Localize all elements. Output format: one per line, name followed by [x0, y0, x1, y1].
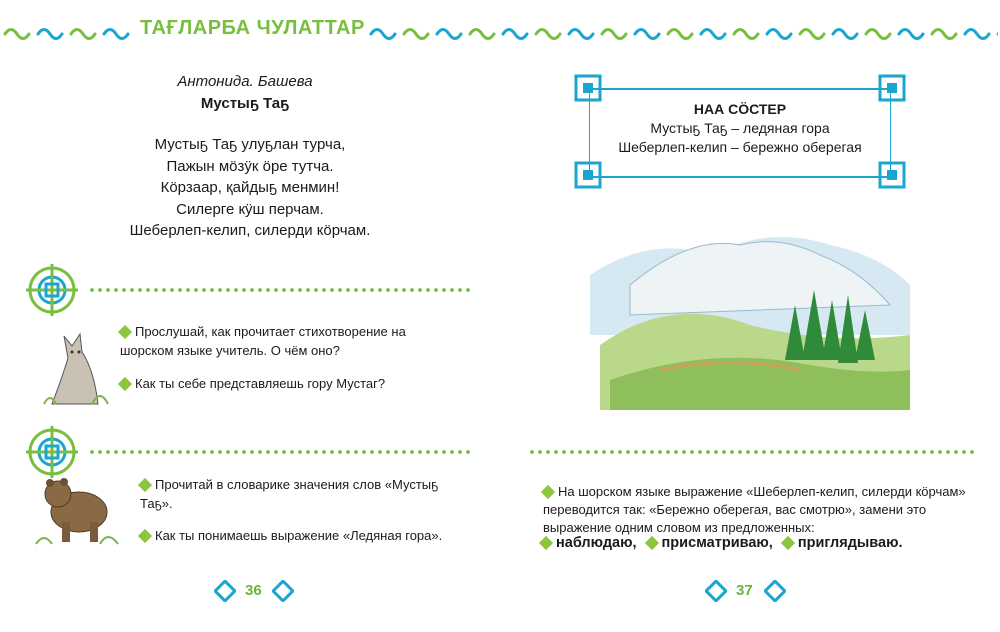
question-3 [140, 475, 455, 513]
divider-dotted [88, 449, 470, 455]
bullet-icon [138, 478, 152, 492]
bullet-icon [118, 377, 132, 391]
ornament-icon [573, 73, 603, 103]
divider-dotted [528, 449, 976, 455]
vocabulary-line: Мустыҕ Таҕ – ледяная гора [650, 120, 830, 136]
ornament-icon [214, 580, 236, 602]
poem-line: Пажын мӧзӱк ӧре тутча. [166, 157, 334, 175]
answer-option: приглядываю. [797, 535, 903, 551]
bullet-icon [781, 536, 795, 550]
ornament-icon [272, 580, 294, 602]
bullet-icon [541, 485, 555, 499]
ornament-icon [764, 580, 786, 602]
task-text [543, 483, 973, 537]
question-4 [140, 526, 455, 545]
bullet-icon [644, 536, 658, 550]
bullet-icon [118, 325, 132, 339]
question-1 [120, 322, 440, 360]
answer-options [541, 535, 903, 551]
question-text: Как ты понимаешь выражение «Ледяная гора». [155, 528, 443, 543]
poem-author: Антонида. Башева [177, 73, 313, 90]
page-number: 37 [736, 582, 753, 599]
ornament-icon [877, 73, 907, 103]
bullet-icon [138, 529, 152, 543]
ornament-icon [705, 580, 727, 602]
poem-line: Мустыҕ Таҕ улуҕлан турча, [154, 136, 346, 153]
bear-cub-illustration [34, 464, 120, 546]
question-text: Прочитай в словарике значения слов «Мустыҕ Таҕ». [140, 477, 439, 511]
poem-line: Силерге кӱш перчам. [176, 200, 324, 218]
header-ornament-left [2, 22, 134, 46]
poem-line: Кӧрзаар, қайдыҕ менмин! [160, 179, 340, 196]
task-text-content: На шорском языке выражение «Шеберлеп-келип, силерди кӧрчам» переводится так: «Бережно оберегая, вас смотрю», замени это выражение одним словом из предложенных: [543, 484, 966, 535]
header-ornament-right [368, 22, 998, 46]
divider-dotted [88, 287, 470, 293]
ornament-icon [22, 260, 82, 320]
question-text: Прослушай, как прочитает стихотворение на шорском языке учитель. О чём оно? [120, 324, 406, 358]
question-text: Как ты себе представляешь гору Мустаг? [135, 376, 386, 391]
vocabulary-line: Шеберлеп-келип – бережно оберегая [618, 139, 862, 155]
page-number: 36 [245, 582, 262, 599]
page-header-title: ТАҒЛАРБА ЧУЛАТТАР [140, 17, 365, 39]
question-2 [120, 374, 440, 393]
ornament-icon [877, 160, 907, 190]
poem-text [0, 134, 500, 242]
answer-option: присматриваю, [661, 535, 773, 551]
poem-title: Мустыҕ Таҕ [200, 95, 290, 112]
bullet-icon [539, 536, 553, 550]
wolf-cub-illustration [42, 318, 114, 406]
ornament-icon [573, 160, 603, 190]
poem-line: Шеберлеп-келип, силерди кӧрчам. [129, 222, 371, 239]
mountain-illustration [570, 195, 930, 415]
answer-option: наблюдаю, [556, 535, 637, 551]
vocabulary-title: НАА СӦСТЕР [693, 101, 787, 117]
